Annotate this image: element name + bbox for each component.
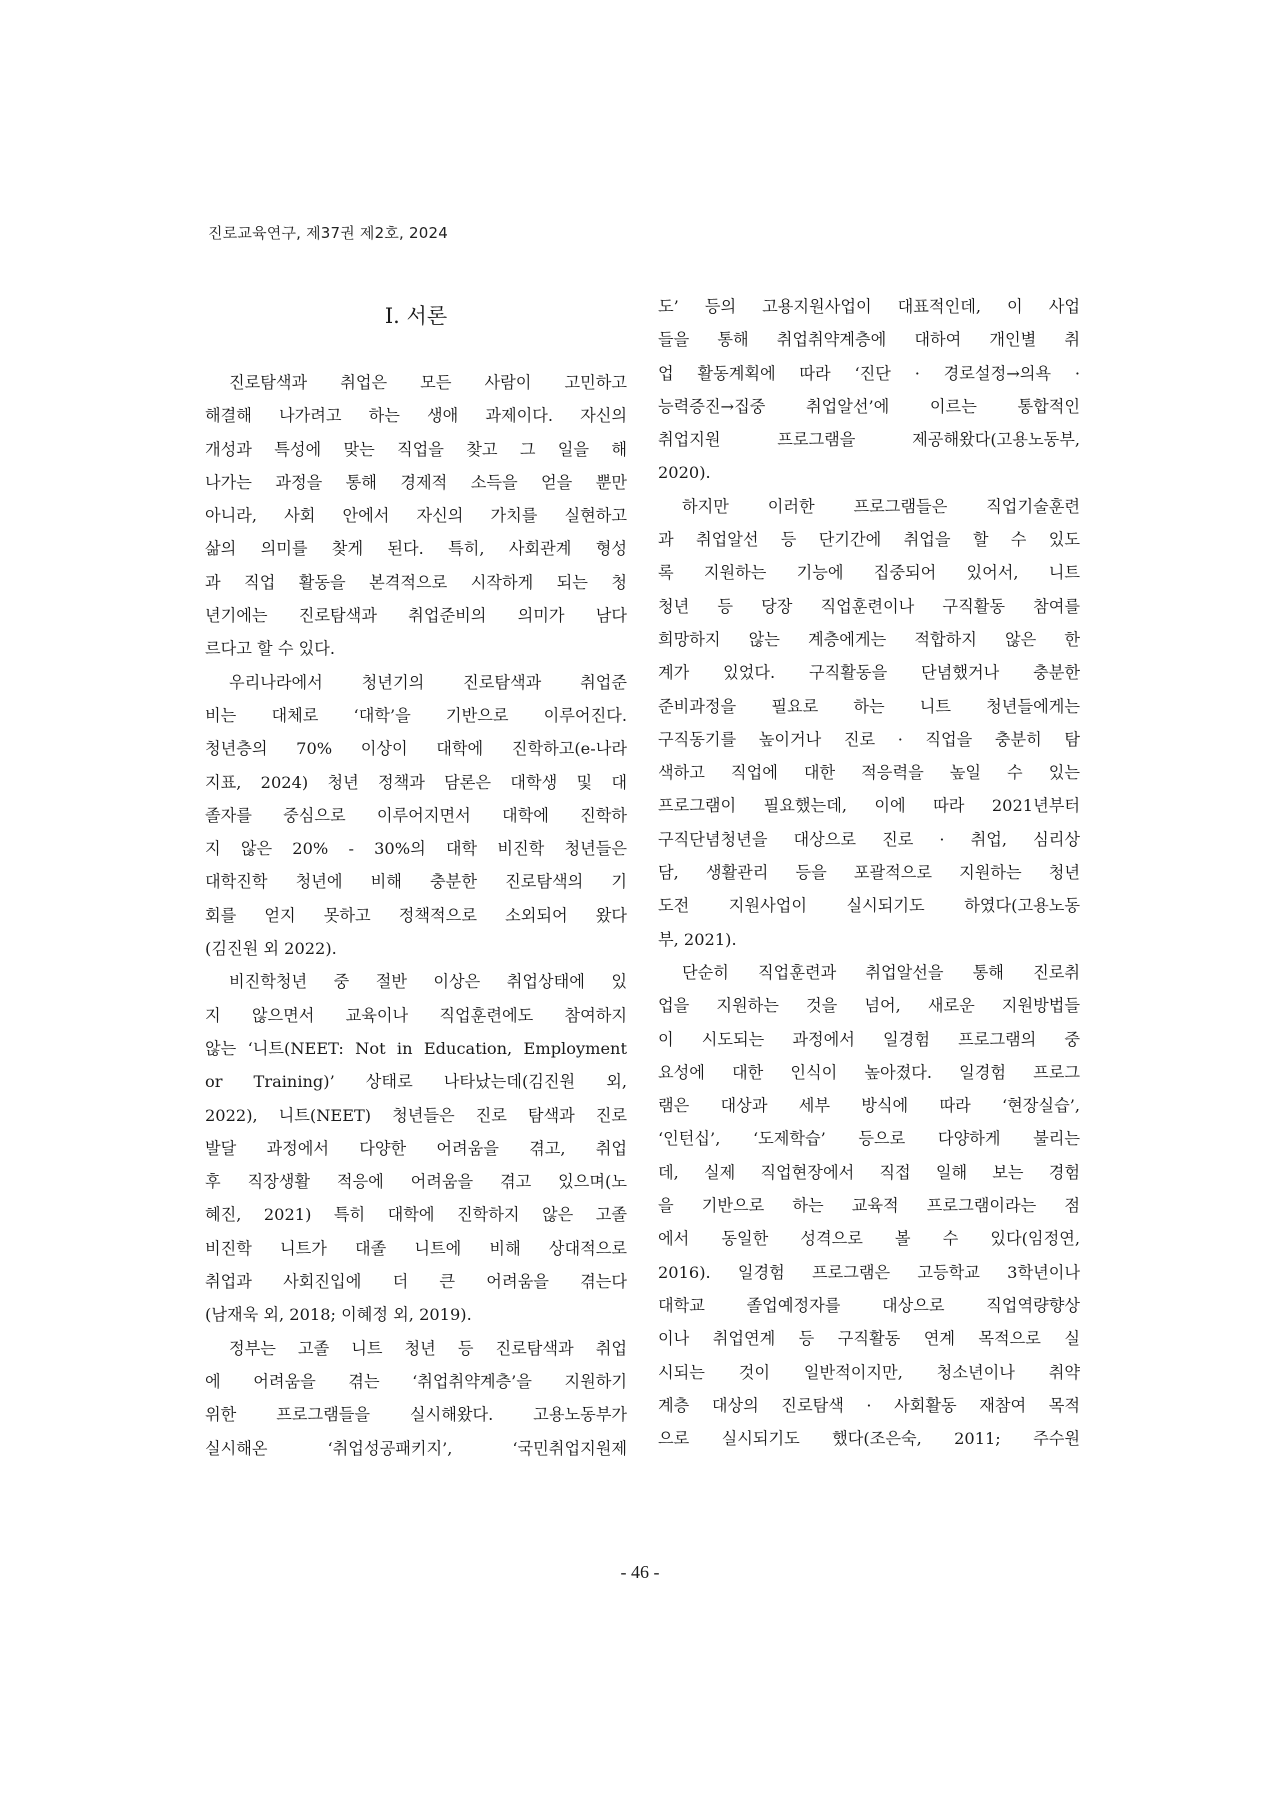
right-column-body xyxy=(658,290,1080,1455)
text-line: 도’ 등의 고용지원사업이 대표적인데, 이 사업 xyxy=(658,297,1080,316)
text-line: 혜진, 2021) 특히 대학에 진학하지 않은 고졸 xyxy=(205,1205,627,1225)
text-line: 진로탐색과 취업은 모든 사람이 고민하고 xyxy=(229,373,627,392)
text-line: 데, 실제 직업현장에서 직접 일해 보는 경험 xyxy=(658,1162,1080,1182)
text-line: 계층 대상의 진로탐색 · 사회활동 재참여 목적 xyxy=(658,1395,1080,1415)
text-line: 이 시도되는 과정에서 일경험 프로그램의 중 xyxy=(658,1029,1080,1049)
text-line: 후 직장생활 적응에 어려움을 겪고 있으며(노 xyxy=(205,1172,627,1192)
text-line: 발달 과정에서 다양한 어려움을 겪고, 취업 xyxy=(205,1138,627,1158)
text-line: 청년 등 당장 직업훈련이나 구직활동 참여를 xyxy=(658,596,1080,616)
text-line: 청년층의 70% 이상이 대학에 진학하고(e-나라 xyxy=(205,739,627,759)
text-line: 에서 동일한 성격으로 볼 수 있다(임정연, xyxy=(658,1229,1080,1249)
text-line: ‘인턴십’, ‘도제학습’ 등으로 다양하게 불리는 xyxy=(658,1129,1080,1149)
text-line: 시되는 것이 일반적이지만, 청소년이나 취약 xyxy=(658,1362,1080,1382)
text-line: 희망하지 않는 계층에게는 적합하지 않은 한 xyxy=(658,629,1080,649)
right-column xyxy=(658,290,1080,1455)
text-line: 지표, 2024) 청년 정책과 담론은 대학생 및 대 xyxy=(205,772,627,792)
text-line: 비는 대체로 ‘대학’을 기반으로 이루어진다. xyxy=(205,705,627,725)
text-line: 대학교 졸업예정자를 대상으로 직업역량향상 xyxy=(658,1295,1080,1315)
text-line: 담, 생활관리 등을 포괄적으로 지원하는 청년 xyxy=(658,863,1080,883)
text-line: 으로 실시되기도 했다(조은숙, 2011; 주수원 xyxy=(658,1429,1080,1449)
text-line: 2020). xyxy=(658,463,711,483)
text-line: 과 취업알선 등 단기간에 취업을 할 수 있도 xyxy=(658,530,1080,550)
left-column xyxy=(205,290,627,1465)
text-line: 프로그램이 필요했는데, 이에 따라 2021년부터 xyxy=(658,796,1080,816)
text-line: 르다고 할 수 있다. xyxy=(205,639,336,659)
section-title: Ⅰ. 서론 xyxy=(384,304,448,328)
text-line: 비진학 니트가 대졸 니트에 비해 상대적으로 xyxy=(205,1238,627,1258)
text-line: 단순히 직업훈련과 취업알선을 통해 진로취 xyxy=(682,962,1080,982)
text-line: 하지만 이러한 프로그램들은 직업기술훈련 xyxy=(682,496,1080,516)
text-line: 록 지원하는 기능에 집중되어 있어서, 니트 xyxy=(658,563,1080,583)
text-line: 위한 프로그램들을 실시해왔다. 고용노동부가 xyxy=(205,1405,627,1425)
text-line: 들을 통해 취업취약계층에 대하여 개인별 취 xyxy=(658,330,1080,350)
text-line: 계가 있었다. 구직활동을 단념했거나 충분한 xyxy=(658,663,1080,683)
text-line: 년기에는 진로탐색과 취업준비의 의미가 남다 xyxy=(205,606,627,626)
text-line: 실시해온 ‘취업성공패키지’, ‘국민취업지원제 xyxy=(205,1438,627,1458)
text-line: 준비과정을 필요로 하는 니트 청년들에게는 xyxy=(658,696,1080,716)
text-line: 나가는 과정을 통해 경제적 소득을 얻을 뿐만 xyxy=(205,472,627,492)
page-number: - 46 - xyxy=(620,1562,660,1582)
text-line: 에 어려움을 겪는 ‘취업취약계층’을 지원하기 xyxy=(205,1371,627,1391)
text-line: 램은 대상과 세부 방식에 따라 ‘현장실습’, xyxy=(658,1096,1080,1116)
text-line: 취업과 사회진입에 더 큰 어려움을 겪는다 xyxy=(205,1272,627,1292)
text-line: 졸자를 중심으로 이루어지면서 대학에 진학하 xyxy=(205,805,627,825)
text-line: 해결해 나가려고 하는 생애 과제이다. 자신의 xyxy=(205,406,627,426)
text-line: 능력증진→집중 취업알선’에 이르는 통합적인 xyxy=(658,396,1080,416)
text-line: 색하고 직업에 대한 적응력을 높일 수 있는 xyxy=(658,763,1080,783)
text-line: 이나 취업연계 등 구직활동 연계 목적으로 실 xyxy=(658,1329,1080,1349)
text-line: 을 기반으로 하는 교육적 프로그램이라는 점 xyxy=(658,1196,1080,1216)
left-column-body xyxy=(205,366,627,1465)
text-line: 개성과 특성에 맞는 직업을 찾고 그 일을 해 xyxy=(205,439,627,459)
text-line: 정부는 고졸 니트 청년 등 진로탐색과 취업 xyxy=(229,1338,627,1358)
text-line: 구직동기를 높이거나 진로 · 직업을 충분히 탐 xyxy=(658,729,1080,749)
text-line: (남재욱 외, 2018; 이혜정 외, 2019). xyxy=(205,1305,472,1325)
text-line: 2016). 일경험 프로그램은 고등학교 3학년이나 xyxy=(658,1262,1080,1282)
text-line: 삶의 의미를 찾게 된다. 특히, 사회관계 형성 xyxy=(205,539,627,559)
text-line: 2022), 니트(NEET) 청년들은 진로 탐색과 진로 xyxy=(205,1105,627,1125)
text-line: or Training)’ 상태로 나타났는데(김진원 외, xyxy=(205,1072,627,1092)
text-line: 업을 지원하는 것을 넘어, 새로운 지원방법들 xyxy=(658,996,1080,1016)
text-line: (김진원 외 2022). xyxy=(205,939,337,959)
text-line: 지 않으면서 교육이나 직업훈련에도 참여하지 xyxy=(205,1005,627,1025)
text-line: 부, 2021). xyxy=(658,929,737,949)
running-head: 진로교육연구, 제37권 제2호, 2024 xyxy=(208,224,448,242)
text-line: 우리나라에서 청년기의 진로탐색과 취업준 xyxy=(229,672,627,692)
text-line: 과 직업 활동을 본격적으로 시작하게 되는 청 xyxy=(205,572,627,592)
text-line: 업 활동계획에 따라 ‘진단 · 경로설정→의욕 · xyxy=(658,363,1080,383)
text-line: 회를 얻지 못하고 정책적으로 소외되어 왔다 xyxy=(205,905,627,925)
text-line: 요성에 대한 인식이 높아졌다. 일경험 프로그 xyxy=(658,1062,1080,1082)
text-line: 구직단념청년을 대상으로 진로 · 취업, 심리상 xyxy=(658,829,1080,849)
text-line: 아니라, 사회 안에서 자신의 가치를 실현하고 xyxy=(205,506,627,526)
text-line: 도전 지원사업이 실시되기도 하였다(고용노동 xyxy=(658,896,1080,916)
text-line: 비진학청년 중 절반 이상은 취업상태에 있 xyxy=(229,972,627,992)
text-line: 취업지원 프로그램을 제공해왔다(고용노동부, xyxy=(658,430,1080,450)
text-line: 대학진학 청년에 비해 충분한 진로탐색의 기 xyxy=(205,872,627,892)
text-line: 않는 ‘니트(NEET: Not in Education, Employment xyxy=(205,1038,627,1058)
text-line: 지 않은 20% - 30%의 대학 비진학 청년들은 xyxy=(205,839,627,859)
